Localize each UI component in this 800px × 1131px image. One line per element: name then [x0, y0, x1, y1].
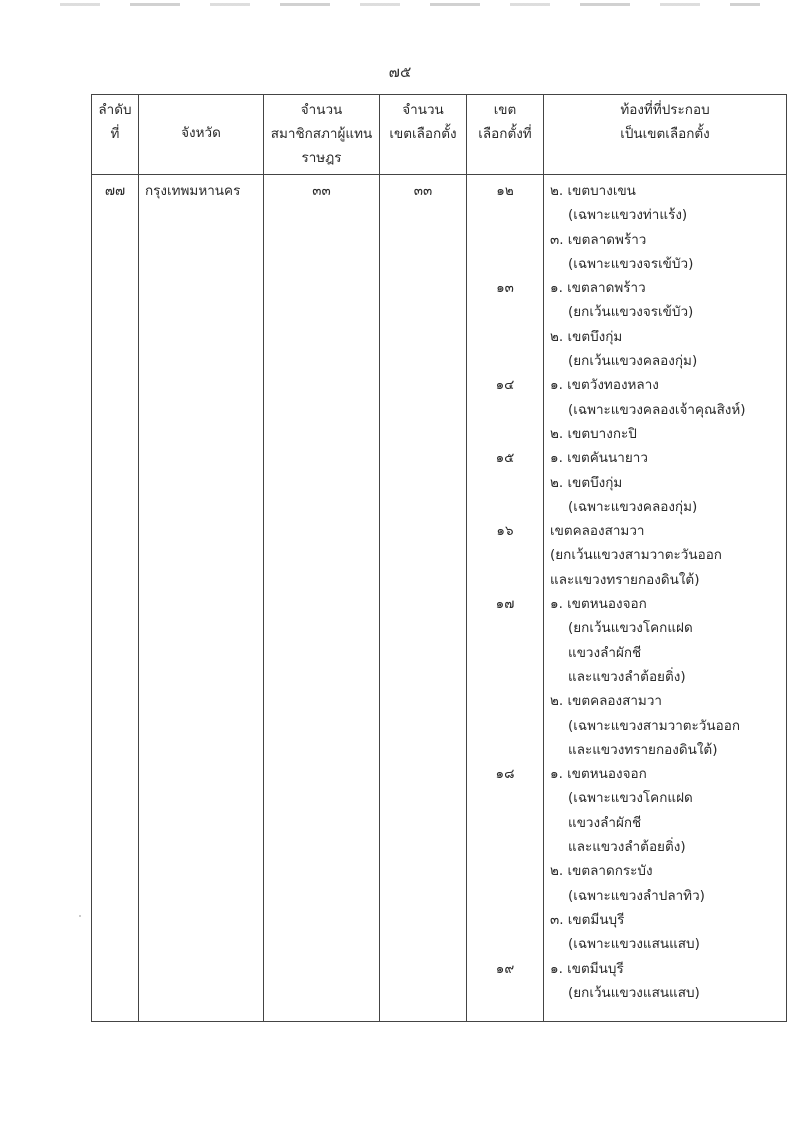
district-number-list [467, 179, 543, 1005]
district-number [467, 908, 543, 932]
area-line: ๓. เขตมีนบุรี [550, 911, 625, 928]
district-number [467, 543, 543, 567]
area-line: (ยกเว้นแขวงจรเข้บัว) [568, 304, 694, 321]
electoral-district-table [91, 94, 787, 1022]
area-line: และแขวงทรายกองดินใต้) [550, 571, 700, 588]
district-number [467, 300, 543, 324]
area-line: (เฉพาะแขวงคลองกุ่ม) [568, 498, 698, 515]
district-number: ๑๖ [496, 523, 514, 540]
district-number [467, 228, 543, 252]
district-number [467, 568, 543, 592]
area-line: (เฉพาะแขวงแสนแสบ) [568, 936, 700, 953]
area-line: ๑. เขตหนองจอก [550, 766, 647, 783]
area-line: ๒. เขตบึงกุ่ม [550, 328, 623, 345]
header-district-no: เขต เลือกตั้งที่ [467, 95, 544, 175]
district-number [467, 616, 543, 640]
area-line: ๓. เขตลาดพร้าว [550, 231, 647, 248]
district-number: ๑๗ [495, 596, 515, 613]
district-number: ๑๔ [495, 377, 515, 394]
area-line: ๒. เขตบึงกุ่ม [550, 474, 623, 491]
district-number [467, 835, 543, 859]
cell-district-no [467, 175, 544, 1022]
header-province: จังหวัด [139, 95, 264, 175]
area-line: ๒. เขตบางเขน [550, 183, 636, 199]
district-number [467, 981, 543, 1005]
area-line: (เฉพาะแขวงจรเข้บัว) [568, 255, 694, 272]
scan-dot [79, 915, 81, 917]
area-line: (เฉพาะแขวงโคกแฝด [568, 790, 693, 807]
district-number [467, 738, 543, 762]
district-number [467, 422, 543, 446]
district-number [467, 471, 543, 495]
district-number [467, 641, 543, 665]
area-line: ๑. เขตหนองจอก [550, 596, 647, 613]
area-line: (เฉพาะแขวงคลองเจ้าคุณสิงห์) [568, 401, 746, 418]
scan-artifact [60, 3, 760, 6]
district-number: ๑๒ [496, 183, 514, 199]
district-number [467, 398, 543, 422]
area-line: (ยกเว้นแขวงคลองกุ่ม) [568, 353, 698, 370]
area-line: และแขวงทรายกองดินใต้) [568, 741, 718, 758]
area-line: (ยกเว้นแขวงสามวาตะวันออก [550, 547, 722, 564]
district-number: ๑๓ [496, 280, 514, 297]
area-line: (เฉพาะแขวงสามวาตะวันออก [568, 717, 741, 734]
district-number [467, 811, 543, 835]
area-line: เขตคลองสามวา [550, 523, 645, 540]
area-line: (เฉพาะแขวงท่าแร้ง) [568, 207, 688, 224]
header-order: ลำดับ ที่ [92, 95, 139, 175]
area-line: ๒. เขตลาดกระบัง [550, 863, 653, 880]
district-number [467, 203, 543, 227]
header-district-count: จำนวน เขตเลือกตั้ง [380, 95, 467, 175]
district-number: ๑๙ [495, 960, 515, 977]
district-number [467, 325, 543, 349]
area-line: แขวงลำผักชี [568, 814, 642, 831]
area-line: (ยกเว้นแขวงโคกแฝด [568, 620, 693, 637]
area-line: และแขวงลำต้อยติ่ง) [568, 839, 686, 856]
district-number [467, 665, 543, 689]
district-number [467, 252, 543, 276]
area-line: (เฉพาะแขวงลำปลาทิว) [568, 887, 705, 904]
district-number [467, 859, 543, 883]
cell-province: กรุงเทพมหานคร [139, 175, 264, 1022]
district-number [467, 786, 543, 810]
district-number [467, 349, 543, 373]
cell-order: ๗๗ [92, 175, 139, 1022]
cell-district-count: ๓๓ [380, 175, 467, 1022]
district-number [467, 714, 543, 738]
cell-area [544, 175, 787, 1022]
district-number [467, 689, 543, 713]
table-header-row [92, 95, 787, 175]
area-line: ๒. เขตคลองสามวา [550, 693, 662, 710]
area-line: แขวงลำผักชี [568, 644, 642, 661]
area-line: ๑. เขตวังทองหลาง [550, 377, 659, 394]
area-line: ๑. เขตมีนบุรี [550, 960, 624, 977]
district-number: ๑๕ [495, 450, 515, 467]
district-number [467, 495, 543, 519]
district-number [467, 884, 543, 908]
area-line: (ยกเว้นแขวงแสนแสบ) [568, 984, 700, 1001]
header-members: จำนวน สมาชิกสภาผู้แทน ราษฎร [264, 95, 380, 175]
district-number [467, 932, 543, 956]
area-line: ๒. เขตบางกะปิ [550, 425, 637, 442]
area-line: และแขวงลำต้อยติ่ง) [568, 668, 686, 685]
cell-members: ๓๓ [264, 175, 380, 1022]
district-number: ๑๘ [495, 766, 515, 783]
header-area: ท้องที่ที่ประกอบ เป็นเขตเลือกตั้ง [544, 95, 787, 175]
area-line: ๑. เขตลาดพร้าว [550, 280, 646, 297]
area-description-list [544, 179, 786, 1005]
area-line: ๑. เขตคันนายาว [550, 450, 648, 467]
page-number: ๗๕ [388, 63, 412, 81]
table-row [92, 175, 787, 1022]
